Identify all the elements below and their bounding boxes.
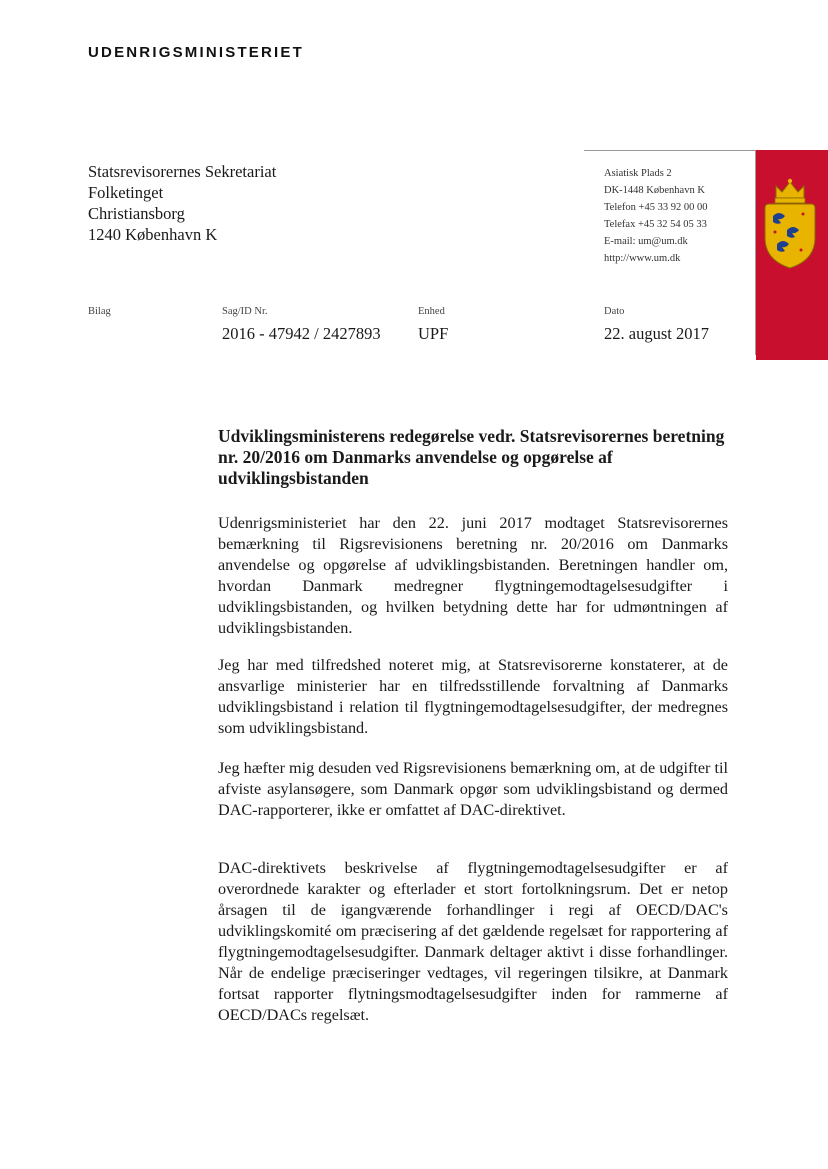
sender-rule-horizontal	[584, 150, 756, 151]
sender-street: Asiatisk Plads 2	[604, 168, 672, 179]
coat-of-arms-icon	[763, 178, 817, 270]
enhed-label: Enhed	[418, 306, 445, 317]
enhed-value: UPF	[418, 324, 449, 343]
recipient-address	[88, 161, 276, 245]
body-paragraph: Udenrigsministeriet har den 22. juni 2017 modtaget Statsrevisorernes bemærkning til Rigsrevisionens beretning nr. 20/2016 om Danmarks anvendelse og opgørelse af udviklingsbistanden. Beretningen handler om, hvordan Danmark medregner flygtningemodtagelsesudgifter i udviklingsbistanden, og hvilken betydning dette har for udmøntningen af udviklingsbistanden.	[218, 514, 728, 637]
body-paragraph: Jeg hæfter mig desuden ved Rigsrevisionens bemærkning om, at de udgifter til afviste asylansøgere, som Danmark opgør som udviklingsbistand og dermed DAC-rapporterer, ikke er omfattet af DAC-direktivet.	[218, 759, 728, 819]
bilag-label: Bilag	[88, 306, 111, 317]
sender-fax: Telefax +45 32 54 05 33	[604, 219, 707, 230]
sag-label: Sag/ID Nr.	[222, 306, 268, 317]
recipient-line: 1240 København K	[88, 225, 218, 244]
recipient-line: Statsrevisorernes Sekretariat	[88, 162, 277, 181]
ministry-letterhead: UDENRIGSMINISTERIET	[88, 44, 304, 61]
dato-label: Dato	[604, 306, 625, 317]
sag-value: 2016 - 47942 / 2427893	[222, 324, 381, 343]
sender-address	[604, 165, 707, 267]
sender-phone: Telefon +45 33 92 00 00	[604, 202, 708, 213]
dato-value: 22. august 2017	[604, 324, 709, 343]
sender-postal: DK-1448 København K	[604, 185, 705, 196]
sender-email[interactable]: E-mail: um@um.dk	[604, 236, 688, 247]
recipient-line: Christiansborg	[88, 204, 185, 223]
recipient-line: Folketinget	[88, 183, 164, 202]
sender-website[interactable]: http://www.um.dk	[604, 253, 681, 264]
body-paragraph: Jeg har med tilfredshed noteret mig, at Statsrevisorerne konstaterer, at de ansvarlige ministerier har en tilfredsstillende forvaltning af Danmarks udviklingsbistand i relation til flygtningemodtagelsesudgifter, der medregnes som udviklingsbistand.	[218, 656, 728, 737]
document-title: Udviklingsministerens redegørelse vedr. Statsrevisorernes beretning nr. 20/2016 om Danmarks anvendelse og opgørelse af udviklingsbistanden	[218, 426, 725, 488]
body-paragraph: DAC-direktivets beskrivelse af flygtningemodtagelsesudgifter er af overordnede karakter og efterlader et stort fortolkningsrum. Det er netop årsagen til de igangværende forhandlinger i regi af OECD/DAC's udviklingskomité om præcisering af det gældende regelsæt for rapportering af flygtningemodtagelsesudgifter. Danmark deltager aktivt i disse forhandlinger. Når de endelige præciseringer vedtages, vil regeringen tilsikre, at Danmark fortsat rapporter flytningsmodtagelsesudgifter inden for rammerne af OECD/DACs regelsæt.	[218, 859, 728, 1024]
